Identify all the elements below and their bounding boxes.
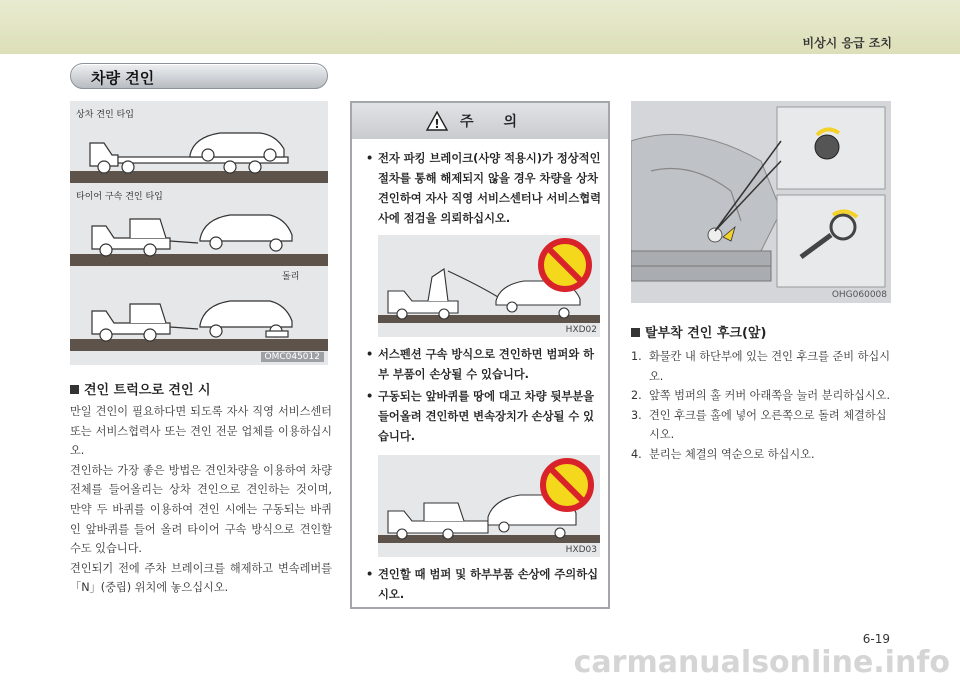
heading-square-icon xyxy=(631,328,640,337)
hook-steps-list xyxy=(631,347,893,465)
page-number: 6-19 xyxy=(862,632,890,646)
heading-square-icon xyxy=(70,385,79,394)
caution-bullet-4 xyxy=(364,565,604,605)
paragraph-2: 견인하는 가장 좋은 방법은 견인차량을 이용하여 차량 전체를 들어올리는 상차 견인으로 견인하는 것이며, 만약 두 바퀴를 이용하여 견인 시에는 구동되는 바퀴인 앞바퀴를 들어 올려 타이어 구속 방식으로 견인할 수도 있습니다. xyxy=(70,463,332,556)
tow-hook-illustration xyxy=(631,101,891,303)
paragraph-1: 만일 견인이 필요하다면 되도록 자사 직영 서비스센터 또는 서비스협력사 또는 견인 전문 업체를 이용하십시오. xyxy=(70,405,332,458)
tow-trucks-drawing xyxy=(70,101,328,365)
bullet-dot: • xyxy=(366,390,374,403)
figure-code-ohg060008: OHG060008 xyxy=(831,290,887,300)
left-subheading xyxy=(70,379,211,398)
caution-bullet-2-text: 서스펜션 구속 방식으로 견인하면 범퍼와 하부 부품이 손상될 수 있습니다. xyxy=(378,348,595,381)
rear-lift-prohibited-drawing xyxy=(378,455,600,557)
caution-box xyxy=(350,101,610,609)
step-item: 4. 분리는 체결의 역순으로 하십시오. xyxy=(631,447,815,461)
step-item: 1. 화물칸 내 하단부에 있는 견인 후크를 준비 하십시오. xyxy=(631,350,891,383)
svg-text:!: ! xyxy=(434,117,440,131)
bullet-dot: • xyxy=(366,152,374,165)
caution-bullet-3-text: 구동되는 앞바퀴를 땅에 대고 차량 뒷부분을 들어올려 견인하면 변속장치가 손상될 수 있습니다. xyxy=(378,390,595,443)
suspension-tow-prohibited-drawing xyxy=(378,235,600,337)
label-dolly: 돌리 xyxy=(282,272,300,282)
bullet-dot: • xyxy=(366,568,374,581)
warning-triangle-icon xyxy=(426,111,448,131)
section-title-pill xyxy=(70,63,328,89)
header-title: 비상시 응급 조치 xyxy=(802,36,892,50)
section-title: 차량 견인 xyxy=(91,69,155,87)
label-wheel-lift: 타이어 구속 견인 타입 xyxy=(76,192,163,202)
caution-bullet-1-text: 전자 파킹 브레이크(사양 적용시)가 정상적인 절차를 통해 해제되지 않을 경우 차량을 상차 견인하여 자사 직영 서비스센터나 서비스협력사에 점검을 의뢰하십시오. xyxy=(378,152,602,225)
figure-code: OMC045012 xyxy=(261,352,325,362)
step-item: 3. 견인 후크를 홀에 넣어 오른쪽으로 돌려 체결하십시오. xyxy=(631,408,887,442)
left-subheading-text: 견인 트럭으로 견인 시 xyxy=(84,383,211,398)
figure-code-hxd02: HXD02 xyxy=(565,325,597,335)
caution-bullet-1 xyxy=(364,149,604,229)
front-bumper-hook-drawing xyxy=(631,101,891,303)
header-band xyxy=(0,0,960,54)
caution-bullet-2 xyxy=(364,345,604,385)
bullet-dot: • xyxy=(366,348,374,361)
left-body-text xyxy=(70,402,332,598)
label-flatbed: 상차 견인 타입 xyxy=(76,110,134,120)
caution-image-1 xyxy=(378,235,600,337)
right-subheading-text: 탈부착 견인 후크(앞) xyxy=(645,326,767,341)
caution-header xyxy=(352,103,608,139)
figure-code-hxd03: HXD03 xyxy=(565,545,597,555)
paragraph-3: 견인되기 전에 주차 브레이크를 해제하고 변속레버를 「N」(중립) 위치에 놓으십시오. xyxy=(70,561,332,595)
watermark: carmanualsonline.info xyxy=(573,645,950,680)
right-subheading xyxy=(631,322,766,341)
caution-title: 주의 xyxy=(460,114,548,130)
tow-types-illustration xyxy=(70,101,328,365)
caution-bullet-3 xyxy=(364,387,604,447)
caution-image-2 xyxy=(378,455,600,557)
caution-bullet-4-text: 견인할 때 범퍼 및 하부부품 손상에 주의하십시오. xyxy=(378,568,599,601)
step-item: 2. 앞쪽 범퍼의 홀 커버 아래쪽을 눌러 분리하십시오. xyxy=(631,389,891,403)
